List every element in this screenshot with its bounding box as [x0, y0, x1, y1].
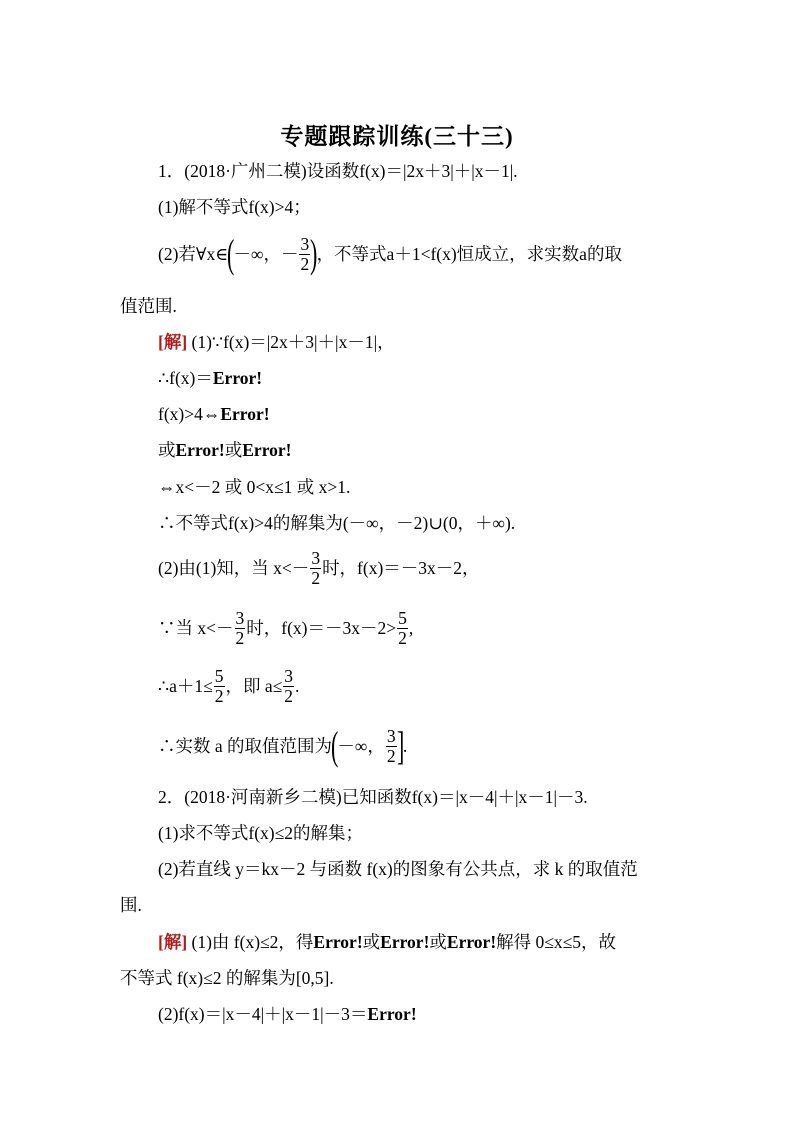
sol-text: . [402, 736, 408, 756]
frac-num: 3 [235, 607, 245, 628]
solution-1-line-5: ⇔x<－2 或 0<x≤1 或 x>1. [158, 477, 351, 497]
q2-prefix: (2)若∀x∈ [158, 244, 229, 264]
page-title: 专题跟踪训练(三十三) [280, 124, 514, 149]
sol-text: 时，f(x)＝－3x－2> [246, 618, 397, 638]
problem-2-q2: (2)若直线 y＝kx－2 与函数 f(x)的图象有公共点，求 k 的取值范 [158, 859, 638, 879]
sol-text: ，即 a≤ [225, 676, 283, 696]
solution-1-line-9 [158, 664, 299, 708]
sol-text: 解得 0≤x≤5，故 [496, 932, 616, 952]
sol-text: ∵当 x<－ [158, 618, 234, 638]
frac-num: 5 [214, 665, 224, 686]
fraction-3-2 [310, 549, 321, 588]
sol-text: (1)由 f(x)≤2，得 [191, 932, 314, 952]
problem-2-q2-cont: 围. [120, 895, 142, 915]
problem-1-q1: (1)解不等式f(x)>4； [158, 197, 311, 217]
solution-tag: [解] [158, 932, 188, 952]
sol-text: , [408, 618, 414, 638]
solution-2-line-3 [158, 1003, 417, 1025]
frac-num: 5 [398, 607, 407, 628]
solution-tag: [解] [158, 332, 188, 352]
error-placeholder: Error! [220, 404, 270, 424]
left-paren: ( [331, 723, 339, 768]
solution-1-line-1 [158, 331, 395, 353]
right-bracket: ] [396, 723, 404, 768]
solution-2-line-2: 不等式 f(x)≤2 的解集为[0,5]. [120, 968, 334, 988]
frac-den: 2 [386, 745, 396, 766]
sol-text: ∴f(x)＝ [158, 368, 213, 388]
sol-text: (1)∵f(x)＝|2x＋3|＋|x－1|， [191, 332, 395, 352]
solution-2-line-1 [158, 931, 616, 953]
error-placeholder: Error! [380, 932, 430, 952]
problem-1-q2 [158, 232, 622, 276]
sol-text: f(x)>4⇔ [158, 404, 221, 424]
fraction-3-2 [235, 609, 246, 648]
solution-1-line-4 [158, 439, 292, 461]
solution-1-line-2 [158, 367, 262, 389]
error-placeholder: Error! [212, 368, 263, 388]
frac-den: 2 [311, 567, 321, 588]
sol-text: . [295, 676, 300, 696]
frac-den: 2 [214, 685, 224, 706]
problem-1-stem: 1．(2018·广州二模)设函数f(x)＝|2x＋3|＋|x－1|. [158, 161, 518, 181]
problem-1-q2-cont: 值范围. [120, 296, 177, 316]
fraction-3-2 [283, 667, 294, 706]
fraction-3-2 [386, 727, 397, 766]
frac-den: 2 [235, 627, 245, 648]
fraction-5-2 [397, 609, 408, 648]
sol-text: 或 [224, 440, 243, 460]
frac-den: 2 [300, 253, 310, 274]
frac-num: 3 [386, 725, 396, 746]
q2-interval: －∞，－ [233, 244, 299, 264]
error-placeholder: Error! [175, 440, 225, 460]
error-placeholder: Error! [242, 440, 292, 460]
error-placeholder: Error! [446, 932, 497, 952]
sol-text: ∴a＋1≤ [158, 676, 213, 696]
frac-num: 3 [300, 233, 310, 254]
sol-text: 或 [362, 932, 381, 952]
sol-text: ∴实数 a 的取值范围为 [158, 736, 333, 756]
frac-den: 2 [284, 685, 294, 706]
sol-text: (2)由(1)知，当 x<－ [158, 558, 310, 578]
solution-1-line-6: ∴不等式f(x)>4的解集为(－∞，－2)∪(0，＋∞). [158, 513, 516, 533]
left-paren: ( [227, 231, 235, 276]
solution-1-line-10 [158, 722, 407, 770]
sol-text: (2)f(x)＝|x－4|＋|x－1|－3＝ [158, 1004, 368, 1024]
q2-post: ，不等式a＋1<f(x)恒成立，求实数a的取 [316, 244, 622, 264]
sol-text: 时，f(x)＝－3x－2， [322, 558, 480, 578]
problem-2-stem: 2．(2018·河南新乡二模)已知函数f(x)＝|x－4|＋|x－1|－3. [158, 787, 588, 807]
fraction-3-2 [299, 235, 310, 274]
solution-1-line-7 [158, 546, 480, 590]
sol-text: 或 [158, 440, 176, 460]
error-placeholder: Error! [367, 1004, 417, 1024]
solution-1-line-8 [158, 606, 413, 650]
frac-den: 2 [398, 627, 407, 648]
error-placeholder: Error! [313, 932, 363, 952]
solution-1-line-3 [158, 403, 270, 425]
sol-text: －∞， [337, 736, 385, 756]
problem-2-q1: (1)求不等式f(x)≤2的解集； [158, 823, 363, 843]
frac-num: 3 [311, 547, 321, 568]
frac-num: 3 [284, 665, 294, 686]
fraction-5-2 [214, 667, 225, 706]
right-paren: ) [310, 231, 318, 276]
sol-text: 或 [429, 932, 447, 952]
